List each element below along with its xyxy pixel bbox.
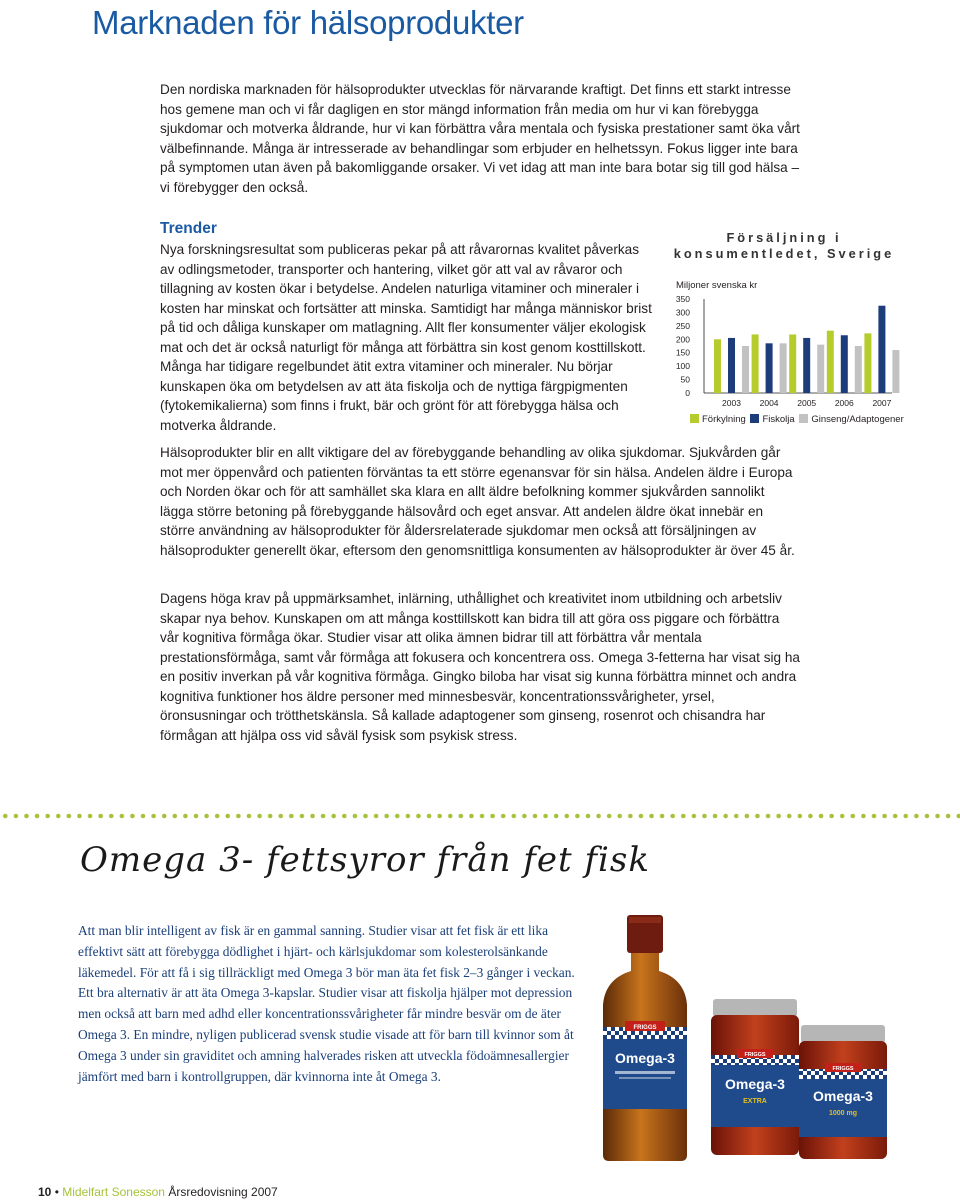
bar-Fiskolja-2006: [841, 335, 848, 393]
legend-swatch: [799, 414, 808, 423]
jar1-sub: EXTRA: [743, 1098, 767, 1105]
legend-label: Ginseng/Adaptogener: [811, 414, 904, 425]
y-tick-label: 350: [675, 294, 690, 304]
y-tick-label: 0: [685, 388, 690, 398]
jar2-brand: FRIGGS: [832, 1066, 854, 1072]
page-number: 10: [38, 1185, 52, 1199]
trend-paragraph: Nya forskningsresultat som publiceras pekar på att råvarornas kvalitet påverkas av odlingsmetoder, transporter och hantering, vilket gör att val av råvaror och tillagning av kosten ökar i betydelse. Andelen naturliga vitaminer och mineraler i kosten har minskat och fortsätter att minska. Samtidigt har många människor brist på tid och dåliga kunskaper om matlagning. Allt fler konsumenter väljer ekologisk mat och det är också naturligt för många att förbättra sin kost genom kosttillskott. Många har tidigare regelbundet ätit extra vitaminer och mineraler. Nu börjar kunskapen öka om betydelsen av att äta fiskolja och de nyttiga färgpigmenten (fytokemikalierna) som finns i frukt, bär och grönt för att förebygga hälsa och motverka åldrande.: [160, 242, 652, 433]
legend-item-forkylning: [690, 414, 746, 425]
capsule-jar-extra: [711, 999, 799, 1155]
legend-label: Förkylning: [702, 414, 746, 425]
bottle-label: Omega-3: [615, 1050, 675, 1066]
bar-Förkylning-2007: [864, 333, 871, 393]
jar2-sub: 1000 mg: [828, 1110, 858, 1117]
bar-Ginseng/Adaptogener-2003: [742, 346, 749, 393]
footer-bullet: •: [54, 1185, 59, 1199]
legend-swatch: [690, 414, 699, 423]
bottle: [603, 915, 687, 1161]
page-title: Marknaden för hälsoprodukter: [92, 4, 524, 41]
bar-Förkylning-2006: [827, 331, 834, 393]
legend-item-fiskolja: [750, 414, 794, 425]
omega-paragraph: Att man blir intelligent av fisk är en gammal sanning. Studier visar att fet fisk är ett lika effektivt sätt att förebygga dödlighet i hjärt- och kärlsjukdomar som kolesterolsänkande läkemedel. För att få i sig tillräckligt med Omega 3 bör man äta fet fisk 2–3 gånger i veckan. Ett bra alternativ är att äta Omega 3-kapslar. Studier visar att fiskolja hjälper mot depression men också att barn med adhd eller koncentrationssvårigheter får mindre besvär om de äter Omega 3. En mindre, nyligen publicerad svensk studie visade att för barn till kvinnor som åt Omega 3 under sin graviditet och amning halverades risken att utveckla födoämnesallergier jämfört med barn i kontrollgruppen, där kvinnorna inte åt Omega 3.: [78, 923, 575, 1084]
bar-Fiskolja-2003: [728, 338, 735, 393]
bar-Förkylning-2004: [752, 334, 759, 393]
jar1-label: Omega-3: [725, 1076, 785, 1092]
omega3-products-image: [595, 915, 895, 1165]
bar-Fiskolja-2005: [803, 338, 810, 393]
bar-Ginseng/Adaptogener-2005: [817, 345, 824, 393]
bar-Fiskolja-2004: [766, 343, 773, 393]
y-tick-label: 200: [675, 334, 690, 345]
chart-y-label: Miljoner svenska kr: [676, 280, 758, 291]
bar-Ginseng/Adaptogener-2004: [780, 343, 787, 393]
bar-Ginseng/Adaptogener-2007: [892, 350, 899, 393]
y-tick-label: 50: [680, 374, 690, 385]
jar1-brand: FRIGGS: [744, 1052, 766, 1058]
bar-Ginseng/Adaptogener-2006: [855, 346, 862, 393]
health-products-paragraph: Hälsoprodukter blir en allt viktigare del av förebyggande behandling av olika sjukdomar. Sjukvården går mot mer öppenvård och patienten förväntas ta ett större egenansvar för sin hälsa. Andelen äldre i Europa och Norden ökar och för att samhället ska klara en allt äldre befolkning kommer sjukvården sannolikt lägga större betoning på förebyggande hälsovård och eget ansvar. Att andelen äldre ökat innebär en större användning av hälsoprodukter för åldersrelaterade sjukdomar men också att försäljningen av hälsoprodukter generellt ökar, eftersom den genomsnittliga konsumenten av hälsoprodukter är över 45 år.: [160, 445, 795, 558]
x-tick-label: 2007: [872, 398, 892, 408]
y-tick-label: 300: [675, 307, 690, 318]
legend-swatch: [750, 414, 759, 423]
omega-heading: Omega 3- fettsyror från fet fisk: [80, 840, 650, 880]
cognition-paragraph: Dagens höga krav på uppmärksamhet, inlärning, uthållighet och kreativitet inom utbildning och arbetsliv skapar nya behov. Kunskapen om att många kosttillskott kan bidra till att göra oss piggare och förbättra vår kognitiva förmåga ökar. Studier visar att olika ämnen bidrar till att förbättra vår mentala prestationsförmåga, samt vår förmåga att fokusera och koncentrera oss. Omega 3-fetterna har visat sig ha en positiv inverkan på vår kognitiva förmåga. Gingko biloba har visat sig kunna förbättra minnet och andra kognitiva funktioner hos äldre personer med minnesbesvär, koncentrationssvårigheter, yrsel, öronsusningar och trötthetskänsla. Så kallade adaptogener som ginseng, rosenrot och chisandra har förmågan att hjälpa oss vid såväl fysisk som psykisk stress.: [160, 591, 800, 743]
page-footer: [38, 1185, 278, 1199]
chart-legend: [690, 414, 906, 425]
document-name: Årsredovisning 2007: [168, 1185, 278, 1199]
bottle-brand: FRIGGS: [633, 1025, 657, 1031]
sales-bar-chart: [670, 290, 900, 415]
capsule-jar-1000mg: [799, 1025, 887, 1159]
chart-title: Försäljning i konsumentledet, Sverige: [673, 230, 895, 261]
bar-Förkylning-2003: [714, 339, 721, 393]
x-tick-label: 2003: [722, 398, 741, 408]
bar-Fiskolja-2007: [878, 306, 885, 393]
jar2-label: Omega-3: [813, 1088, 873, 1104]
company-name: Midelfart Sonesson: [62, 1185, 165, 1199]
y-tick-label: 100: [675, 361, 690, 372]
legend-item-ginseng: [799, 414, 903, 425]
x-tick-label: 2005: [797, 398, 817, 408]
y-tick-label: 250: [675, 320, 690, 331]
trend-heading: Trender: [160, 220, 217, 237]
dotted-divider: [0, 813, 960, 819]
bar-Förkylning-2005: [789, 334, 796, 393]
legend-label: Fiskolja: [762, 414, 795, 425]
intro-paragraph: Den nordiska marknaden för hälsoprodukter utvecklas för närvarande kraftigt. Det finns ett starkt intresse hos gemene man och vi får dagligen en stor mängd information från media om hur vi kan förebygga sjukdomar och motverka åldrande, hur vi kan förbättra våra mentala och fysiska prestationer samt öka vårt välbefinnande. Många är intresserade av behandlingar som erbjuder en helhetssyn. Fokus ligger inte bara på symptomen utan även på bakomliggande orsaker. Vi vet idag att man inte bara botar sig till god hälsa – vi förebygger den också.: [160, 82, 800, 195]
x-tick-label: 2006: [834, 398, 854, 408]
y-tick-label: 150: [675, 347, 690, 358]
x-tick-label: 2004: [759, 398, 779, 408]
